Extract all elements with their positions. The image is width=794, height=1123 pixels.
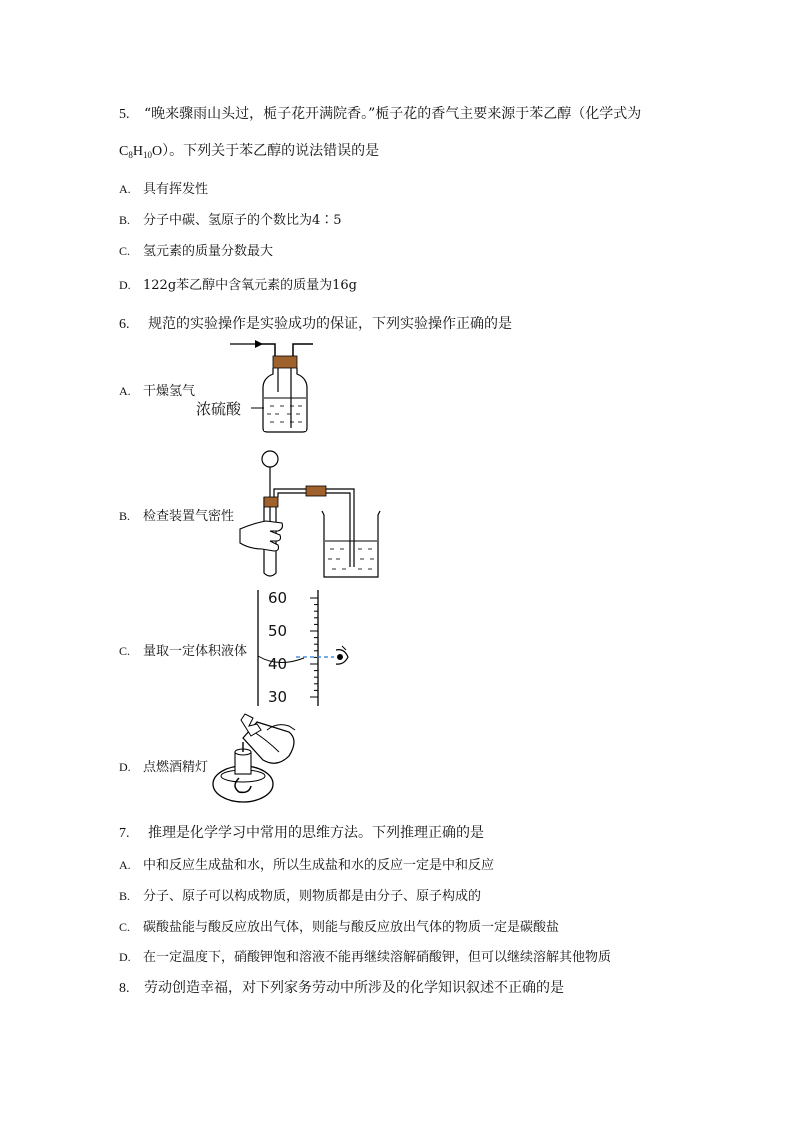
q6-option-d: D. 点燃酒精灯 [119, 760, 209, 775]
concentrated-sulfuric-acid-label: 浓硫酸 [196, 400, 242, 418]
gas-washing-bottle-figure [225, 336, 325, 436]
q6-number: 6. [119, 317, 130, 332]
cylinder-tick-30: 30 [268, 688, 288, 706]
q7-option-b: B. 分子、原子可以构成物质，则物质都是由分子、原子构成的 [119, 889, 482, 904]
q8-stem: 8. 劳动创造幸福，对下列家务劳动中所涉及的化学知识叙述不正确的是 [119, 980, 564, 996]
q7-stem: 7. 推理是化学学习中常用的思维方法。下列推理正确的是 [119, 825, 484, 841]
q6-option-b: B. 检查装置气密性 [119, 509, 235, 524]
q6-option-a: A. 干燥氢气 [119, 384, 196, 399]
q5-number: 5. [119, 107, 130, 122]
airtightness-apparatus-figure [236, 445, 386, 580]
q5-stem-line1 [119, 103, 641, 123]
q8-number: 8. [119, 981, 130, 996]
q5-stem-line2 [119, 140, 379, 160]
q5-stem-text: “晚来骤雨山头过，栀子花开满院香。”栀子花的香气主要来源于苯乙醇（化学式为 [143, 106, 642, 122]
q7-option-a: A. 中和反应生成盐和水，所以生成盐和水的反应一定是中和反应 [119, 858, 495, 873]
q5-option-d: D. 122g苯乙醇中含氧元素的质量为16g [119, 278, 357, 293]
q5-stem-rest: ）。下列关于苯乙醇的说法错误的是 [162, 143, 380, 159]
q6-stem: 6. 规范的实验操作是实验成功的保证，下列实验操作正确的是 [119, 316, 512, 332]
q7-option-c: C. 碳酸盐能与酸反应放出气体，则能与酸反应放出气体的物质一定是碳酸盐 [119, 920, 560, 935]
cylinder-tick-60: 60 [268, 589, 288, 607]
q5-formula: $C_8H_{10}O$ [119, 144, 163, 160]
q5-option-b: B. 分子中碳、氢原子的个数比为4∶5 [119, 213, 342, 228]
cylinder-tick-50: 50 [268, 622, 288, 640]
cylinder-tick-40: 40 [268, 655, 288, 673]
q6-option-c: C. 量取一定体积液体 [119, 644, 248, 659]
q5-option-a: A. 具有挥发性 [119, 182, 209, 197]
q5-option-c: C. 氢元素的质量分数最大 [119, 244, 274, 259]
alcohol-lamp-figure [205, 712, 305, 812]
q7-option-d: D. 在一定温度下，硝酸钾饱和溶液不能再继续溶解硝酸钾，但可以继续溶解其他物质 [119, 950, 612, 965]
q7-number: 7. [119, 826, 130, 841]
graduated-cylinder-figure [248, 588, 358, 708]
